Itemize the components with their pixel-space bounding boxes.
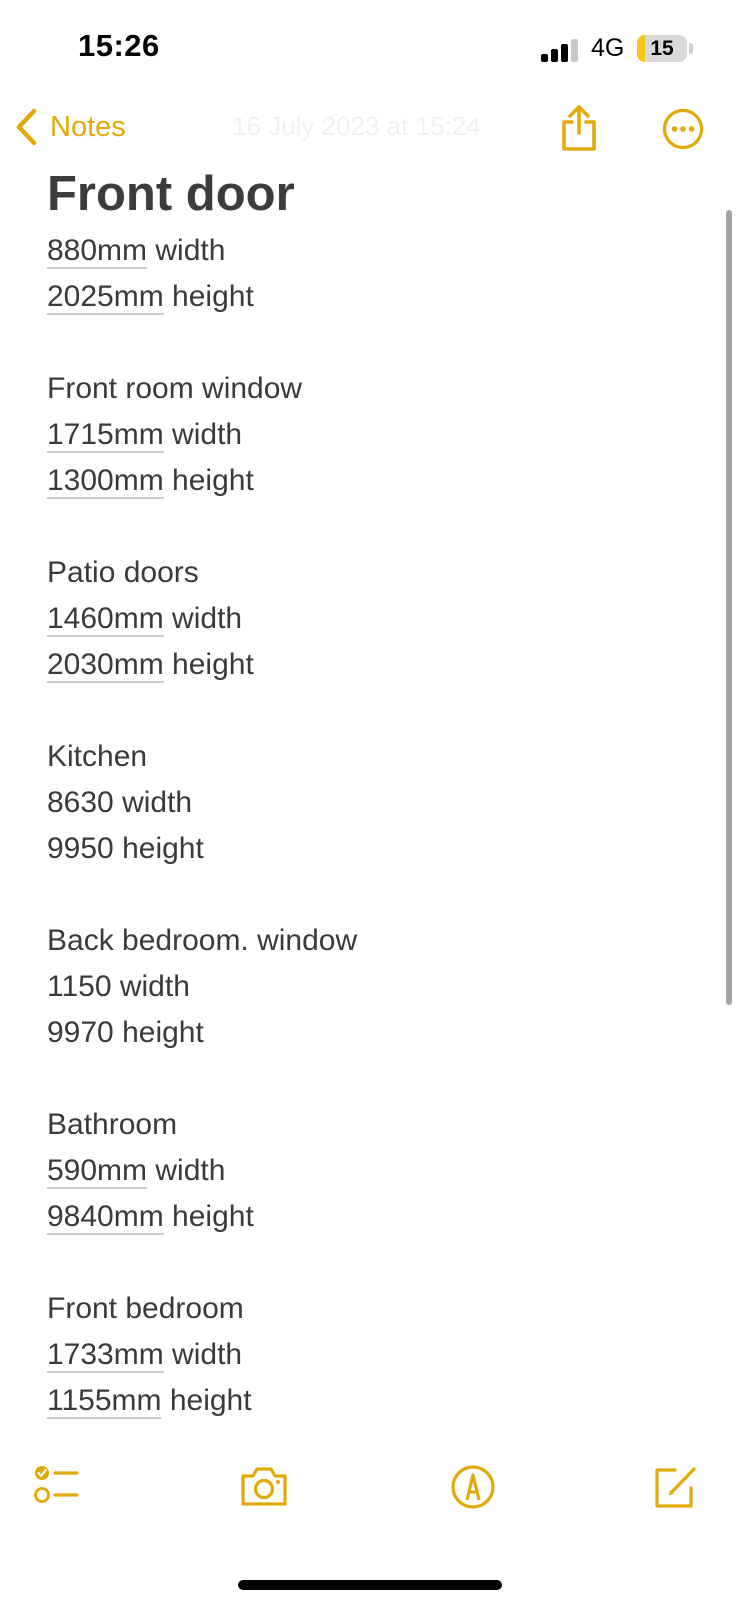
measurement-label: width (111, 970, 190, 1003)
more-button[interactable] (662, 108, 704, 150)
measurement-value-link[interactable]: 1155mm (47, 1384, 162, 1417)
measurement-value-link[interactable]: 1733mm (47, 1338, 164, 1371)
measurement-line[interactable] (47, 274, 687, 320)
measurement-line[interactable] (47, 642, 687, 688)
measurement-value: 9970 (47, 1016, 114, 1049)
measurement-value-link[interactable]: 2025mm (47, 280, 164, 313)
measurement-label: height (163, 280, 254, 313)
battery-level: 15 (650, 37, 674, 60)
status-time: 15:26 (78, 28, 160, 63)
measurement-value-link[interactable]: 1300mm (47, 464, 164, 497)
network-type: 4G (591, 34, 625, 62)
home-indicator[interactable] (238, 1580, 502, 1590)
blank-line (47, 1240, 687, 1286)
camera-icon (239, 1462, 289, 1512)
markup-button[interactable] (448, 1462, 498, 1512)
status-bar (0, 0, 739, 95)
measurement-line[interactable] (47, 1010, 687, 1056)
bottom-toolbar (0, 1462, 739, 1532)
measurement-value-link[interactable]: 880mm (47, 234, 148, 267)
navigation-bar (0, 95, 739, 170)
section-heading[interactable]: Back bedroom. window (47, 924, 358, 957)
measurement-line[interactable] (47, 780, 687, 826)
cellular-signal-icon (541, 38, 581, 62)
measurement-label: height (163, 464, 254, 497)
measurement-line[interactable] (47, 1148, 687, 1194)
measurement-label: height (163, 1200, 254, 1233)
back-label: Notes (50, 110, 126, 143)
checklist-button[interactable] (32, 1462, 82, 1512)
measurement-value: 8630 (47, 786, 114, 819)
compose-button[interactable] (651, 1462, 701, 1512)
note-content[interactable] (47, 228, 687, 1424)
measurement-value: 1150 (47, 970, 112, 1003)
section-heading[interactable]: Bathroom (47, 1108, 178, 1141)
measurement-label: width (163, 1338, 243, 1371)
measurement-label: height (163, 648, 254, 681)
share-button[interactable] (559, 103, 599, 153)
measurement-line[interactable] (47, 596, 687, 642)
measurement-label: height (161, 1384, 252, 1417)
measurement-label: height (113, 1016, 204, 1049)
blank-line (47, 320, 687, 366)
measurement-label: width (163, 602, 243, 635)
measurement-line[interactable] (47, 1332, 687, 1378)
measurement-label: width (147, 234, 226, 267)
note-body[interactable] (47, 160, 687, 1424)
measurement-value: 9950 (47, 832, 114, 865)
camera-button[interactable] (239, 1462, 289, 1512)
measurement-line[interactable] (47, 1194, 687, 1240)
scroll-indicator[interactable] (726, 210, 732, 1005)
measurement-value-link[interactable]: 1715mm (47, 418, 164, 451)
blank-line (47, 504, 687, 550)
battery-icon (637, 35, 687, 62)
measurement-line[interactable] (47, 228, 687, 274)
blank-line (47, 872, 687, 918)
measurement-line[interactable] (47, 964, 687, 1010)
note-date: 16 July 2023 at 15:24 (232, 111, 481, 141)
markup-icon (448, 1462, 498, 1512)
measurement-value-link[interactable]: 590mm (47, 1154, 148, 1187)
section-heading[interactable]: Front bedroom (47, 1292, 244, 1325)
section-heading[interactable]: Front room window (47, 372, 303, 405)
measurement-label: height (113, 832, 204, 865)
note-title[interactable]: Front door (47, 167, 295, 221)
measurement-label: width (113, 786, 193, 819)
chevron-left-icon (14, 107, 40, 147)
measurement-value-link[interactable]: 1460mm (47, 602, 164, 635)
blank-line (47, 688, 687, 734)
checklist-icon (32, 1462, 82, 1512)
section-heading[interactable]: Patio doors (47, 556, 199, 589)
battery-cap (689, 43, 693, 54)
blank-line (47, 1056, 687, 1102)
measurement-label: width (163, 418, 243, 451)
measurement-line[interactable] (47, 826, 687, 872)
measurement-line[interactable] (47, 1378, 687, 1424)
back-button[interactable] (14, 107, 126, 147)
measurement-label: width (147, 1154, 226, 1187)
more-icon (662, 108, 704, 150)
measurement-value-link[interactable]: 9840mm (47, 1200, 164, 1233)
share-icon (559, 103, 599, 153)
measurement-value-link[interactable]: 2030mm (47, 648, 164, 681)
measurement-line[interactable] (47, 412, 687, 458)
measurement-line[interactable] (47, 458, 687, 504)
section-heading[interactable]: Kitchen (47, 740, 148, 773)
compose-icon (651, 1462, 701, 1512)
